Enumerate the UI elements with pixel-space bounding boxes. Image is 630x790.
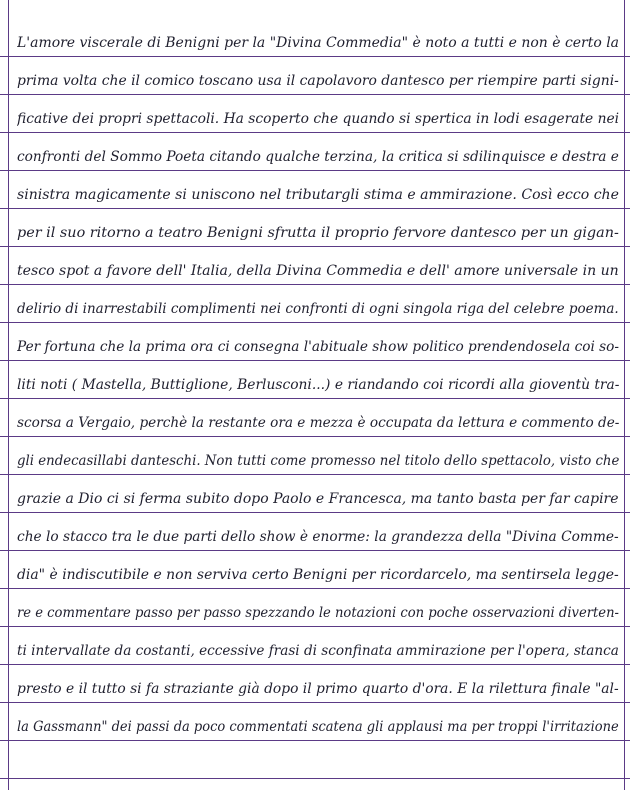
handwritten-line: [17, 107, 621, 131]
handwritten-line-text: presto e il tutto si fa straziante già dopo il primo quarto d'ora. E la rilettura finale "al-: [17, 681, 619, 697]
handwritten-line-text: prima volta che il comico toscano usa il capolavoro dantesco per riempire parti signi-: [17, 73, 619, 89]
left-margin-rule: [8, 0, 9, 790]
handwritten-line: [17, 69, 621, 93]
handwritten-line: [17, 335, 621, 359]
handwritten-line: [17, 563, 621, 587]
handwritten-line: [17, 601, 621, 625]
handwritten-line: [17, 411, 621, 435]
handwritten-line-text: la Gassmann" dei passi da poco commentati scatena gli applausi ma per troppi l'irritazione: [17, 719, 619, 735]
handwritten-line-text: ficative dei propri spettacoli. Ha scoperto che quando si spertica in lodi esagerate nei: [17, 111, 620, 127]
handwritten-line-text: confronti del Sommo Poeta citando qualche terzina, la critica si sdilinquisce e destra e: [17, 149, 619, 165]
handwritten-line: [17, 373, 621, 397]
handwritten-line-text: grazie a Dio ci si ferma subito dopo Paolo e Francesca, ma tanto basta per far capire: [17, 491, 619, 507]
handwritten-line-text: delirio di inarrestabili complimenti nei confronti di ogni singola riga del celebre poema.: [17, 301, 619, 317]
handwritten-line-text: sinistra magicamente si uniscono nel tributargli stima e ammirazione. Così ecco che: [17, 187, 619, 203]
handwritten-line-text: liti noti ( Mastella, Buttiglione, Berlusconi...) e riandando coi ricordi alla gioventù tra-: [17, 377, 620, 393]
handwritten-line: [17, 31, 621, 55]
handwritten-line-text: scorsa a Vergaio, perchè la restante ora e mezza è occupata da lettura e commento de-: [17, 415, 620, 431]
handwritten-line-text: re e commentare passo per passo spezzando le notazioni con poche osservazioni diverten-: [17, 605, 619, 621]
handwritten-line: [17, 677, 621, 701]
handwritten-line-text: che lo stacco tra le due parti dello show è enorme: la grandezza della "Divina Comme-: [17, 529, 619, 545]
handwritten-line-text: Per fortuna che la prima ora ci consegna l'abituale show politico prendendosela coi so-: [17, 339, 619, 355]
right-margin-rule: [624, 0, 625, 790]
handwritten-line: [17, 297, 621, 321]
handwritten-line: [17, 715, 621, 739]
handwritten-line-text: tesco spot a favore dell' Italia, della Divina Commedia e dell' amore universale in un: [17, 263, 619, 279]
handwritten-line: [17, 145, 621, 169]
handwritten-line: [17, 525, 621, 549]
handwritten-line: [17, 639, 621, 663]
handwritten-line-text: dia" è indiscutibile e non serviva certo Benigni per ricordarcelo, ma sentirsela legge-: [17, 567, 619, 583]
handwritten-line: [17, 449, 621, 473]
handwritten-line-text: L'amore viscerale di Benigni per la "Divina Commedia" è noto a tutti e non è certo la: [17, 35, 620, 51]
handwritten-line-text: ti intervallate da costanti, eccessive frasi di sconfinata ammirazione per l'opera, stanca: [17, 643, 619, 659]
handwritten-line: [17, 183, 621, 207]
handwritten-line: [17, 259, 621, 283]
handwritten-line-text: per il suo ritorno a teatro Benigni sfrutta il proprio fervore dantesco per un gigan-: [17, 225, 619, 241]
handwritten-line: [17, 221, 621, 245]
handwritten-line: [17, 487, 621, 511]
handwritten-line-text: gli endecasillabi danteschi. Non tutti come promesso nel titolo dello spettacolo, visto che: [17, 453, 620, 469]
